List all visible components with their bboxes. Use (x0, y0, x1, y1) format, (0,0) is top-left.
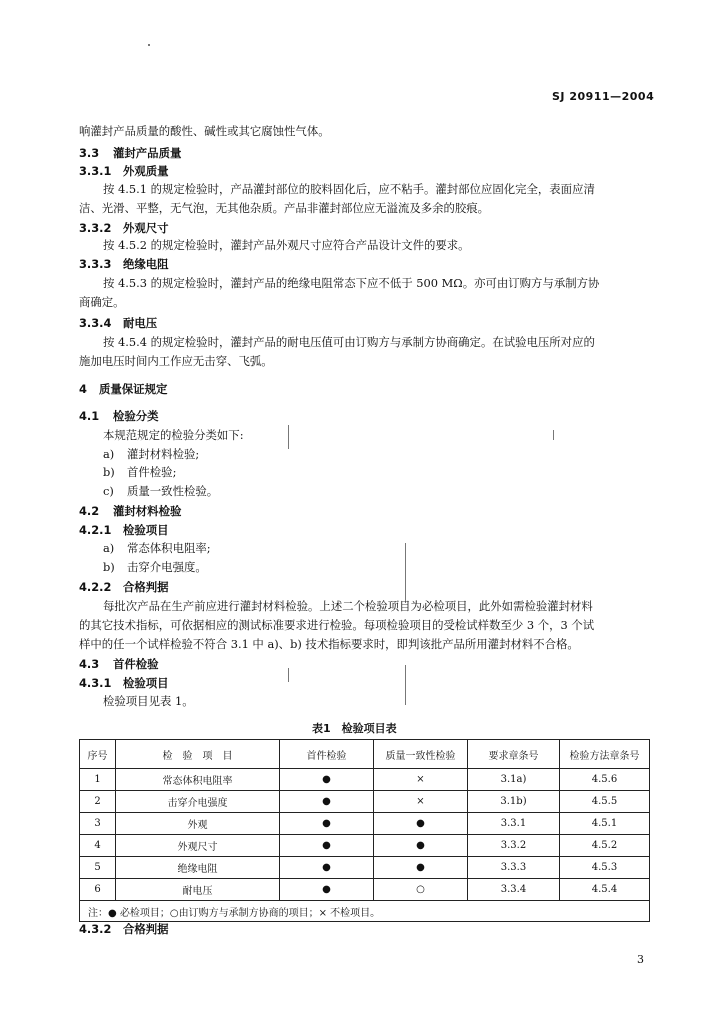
table-cell: 3.3.2 (468, 835, 560, 857)
table-cell: 3.1b) (468, 791, 560, 813)
table-cell: 绝缘电阻 (116, 857, 280, 879)
table-cell: 外观尺寸 (116, 835, 280, 857)
table-cell: 击穿介电强度 (116, 791, 280, 813)
table-cell: 4.5.1 (560, 813, 650, 835)
table-cell: 4.5.5 (560, 791, 650, 813)
list-item (103, 484, 218, 498)
table-row (80, 813, 650, 835)
table-cell: 3.3.4 (468, 879, 560, 901)
section-number: 4.1 (79, 409, 100, 423)
table-cell: ● (374, 857, 468, 879)
table-cell: 4.5.3 (560, 857, 650, 879)
table-cell: ● (280, 813, 374, 835)
table-cell: 常态体积电阻率 (116, 769, 280, 791)
table-cell: ● (280, 835, 374, 857)
section-number: 4.3.2 (79, 922, 112, 936)
section-heading (79, 921, 169, 937)
section-title: 外观尺寸 (123, 221, 169, 235)
section-title: 检验项目 (123, 676, 169, 690)
section-heading (79, 220, 169, 236)
table-cell: × (374, 791, 468, 813)
column-header: 序号 (80, 740, 116, 769)
section-heading (79, 256, 169, 272)
section-heading (79, 408, 159, 424)
table-cell: ● (280, 791, 374, 813)
list-item-text: 质量一致性检验。 (127, 484, 219, 498)
list-item-text: 灌封材料检验; (127, 447, 200, 461)
section-heading (79, 503, 181, 519)
section-number: 4 (79, 382, 87, 396)
table-cell: ● (280, 879, 374, 901)
section-title: 检验分类 (113, 409, 159, 423)
section-title: 绝缘电阻 (123, 257, 169, 271)
section-number: 4.3 (79, 657, 100, 671)
section-number: 3.3 (79, 146, 100, 160)
table-cell: 2 (80, 791, 116, 813)
table-cell: 6 (80, 879, 116, 901)
section-title: 灌封产品质量 (113, 146, 182, 160)
table-row (80, 879, 650, 901)
column-header: 质量一致性检验 (374, 740, 468, 769)
table-header-row (80, 740, 650, 769)
table-cell: ● (374, 813, 468, 835)
paragraph-line: 样中的任一个试样检验不符合 3.1 中 a)、b) 技术指标要求时，即判该批产品所用灌封材料不合格。 (79, 637, 579, 651)
table-row (80, 791, 650, 813)
table-row (80, 857, 650, 879)
page-number: 3 (637, 953, 644, 966)
table-cell: 4.5.2 (560, 835, 650, 857)
list-item (103, 447, 199, 461)
column-header: 检验方法章条号 (560, 740, 650, 769)
section-number: 3.3.2 (79, 221, 112, 235)
section-title: 灌封材料检验 (113, 504, 182, 518)
section-heading (79, 656, 159, 672)
list-item-text: 常态体积电阻率; (127, 541, 211, 555)
table-cell: 3.3.1 (468, 813, 560, 835)
list-item-text: 击穿介电强度。 (127, 560, 207, 574)
list-item (103, 560, 207, 574)
list-item-label: b) (103, 560, 115, 574)
section-heading (79, 579, 169, 595)
section-title: 外观质量 (123, 164, 169, 178)
paragraph-line: 按 4.5.3 的规定检验时，灌封产品的绝缘电阻常态下应不低于 500 MΩ。亦可由订购方与承制方协 (103, 276, 600, 290)
section-heading (79, 145, 181, 161)
column-header: 要求章条号 (468, 740, 560, 769)
paragraph-line: 洁、光滑、平整，无气泡，无其他杂质。产品非灌封部位应无溢流及多余的胶痕。 (79, 201, 490, 215)
paragraph-line: 检验项目见表 1。 (103, 694, 194, 708)
section-title: 合格判据 (123, 922, 169, 936)
table-row (80, 835, 650, 857)
table-cell: 3.3.3 (468, 857, 560, 879)
section-number: 4.3.1 (79, 676, 112, 690)
paragraph-line: 本规范规定的检验分类如下: (103, 428, 244, 442)
table-cell: 3 (80, 813, 116, 835)
table-cell: 耐电压 (116, 879, 280, 901)
scan-mark (288, 425, 289, 449)
table-cell: ● (280, 857, 374, 879)
section-number: 4.2.2 (79, 580, 112, 594)
list-item-text: 首件检验; (127, 465, 177, 479)
list-item-label: a) (103, 541, 115, 555)
scan-mark (553, 430, 554, 440)
table-cell: 4.5.4 (560, 879, 650, 901)
table-cell: 4 (80, 835, 116, 857)
table-cell: ● (374, 835, 468, 857)
table-caption: 表1 检验项目表 (312, 722, 397, 735)
table-row (80, 769, 650, 791)
section-title: 检验项目 (123, 523, 169, 537)
section-title: 合格判据 (123, 580, 169, 594)
section-number: 3.3.3 (79, 257, 112, 271)
paragraph-line: 施加电压时间内工作应无击穿、飞弧。 (79, 354, 273, 368)
list-item-label: c) (103, 484, 114, 498)
table-note: 注：● 必检项目；○由订购方与承制方协商的项目；× 不检项目。 (80, 901, 650, 922)
section-title: 首件检验 (113, 657, 159, 671)
table-cell: × (374, 769, 468, 791)
column-header: 检 验 项 目 (116, 740, 280, 769)
section-heading (79, 163, 169, 179)
table-cell: ● (280, 769, 374, 791)
scan-mark (148, 44, 150, 46)
table-cell: 3.1a) (468, 769, 560, 791)
paragraph-line: 响灌封产品质量的酸性、碱性或其它腐蚀性气体。 (79, 124, 330, 138)
section-title: 耐电压 (123, 316, 158, 330)
scan-mark (288, 668, 289, 682)
section-heading (79, 675, 169, 691)
section-number: 4.2 (79, 504, 100, 518)
paragraph-line: 按 4.5.2 的规定检验时，灌封产品外观尺寸应符合产品设计文件的要求。 (103, 238, 470, 252)
section-number: 3.3.1 (79, 164, 112, 178)
paragraph-line: 每批次产品在生产前应进行灌封材料检验。上述二个检验项目为必检项目，此外如需检验灌封材料 (103, 599, 593, 613)
section-title: 质量保证规定 (99, 382, 168, 396)
document-code: SJ 20911—2004 (552, 90, 655, 103)
section-number: 3.3.4 (79, 316, 112, 330)
list-item (103, 465, 176, 479)
paragraph-line: 商确定。 (79, 295, 125, 309)
table-cell: ○ (374, 879, 468, 901)
section-heading (79, 522, 169, 538)
scan-mark (405, 543, 406, 603)
list-item-label: b) (103, 465, 115, 479)
table-note-row (80, 901, 650, 922)
paragraph-line: 按 4.5.1 的规定检验时，产品灌封部位的胶料固化后，应不粘手。灌封部位应固化完全，表面应清 (103, 182, 595, 196)
paragraph-line: 的其它技术指标，可依据相应的测试标准要求进行检验。每项检验项目的受检试样数至少 3 个，3 个试 (79, 618, 595, 632)
column-header: 首件检验 (280, 740, 374, 769)
section-heading (79, 381, 167, 397)
scan-mark (405, 665, 406, 705)
table-cell: 5 (80, 857, 116, 879)
list-item-label: a) (103, 447, 115, 461)
section-number: 4.2.1 (79, 523, 112, 537)
table-cell: 外观 (116, 813, 280, 835)
inspection-items-table (79, 739, 650, 922)
section-heading (79, 315, 157, 331)
list-item (103, 541, 211, 555)
paragraph-line: 按 4.5.4 的规定检验时，灌封产品的耐电压值可由订购方与承制方协商确定。在试验电压所对应的 (103, 335, 595, 349)
table-cell: 1 (80, 769, 116, 791)
table-cell: 4.5.6 (560, 769, 650, 791)
